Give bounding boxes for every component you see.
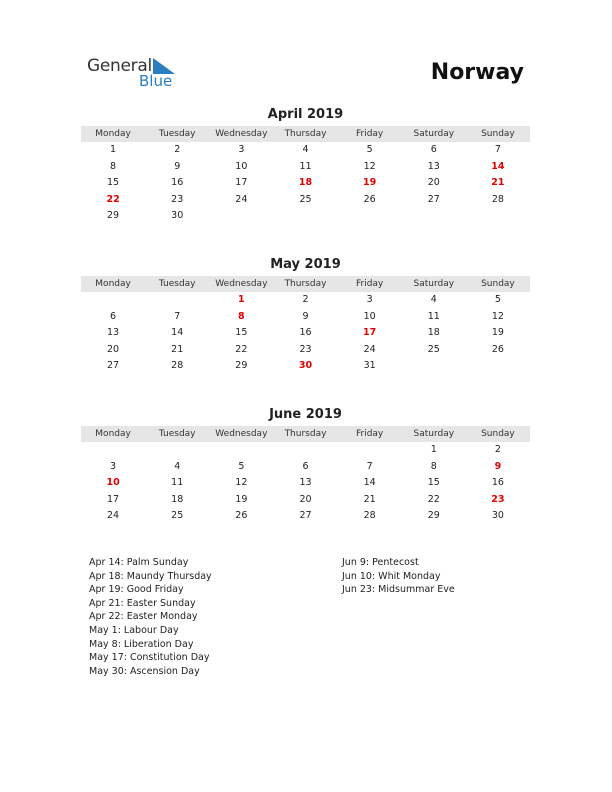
holiday-note: Jun 23: Midsummar Eve: [342, 584, 455, 596]
weekday-label: Saturday: [413, 429, 455, 439]
day-cell: 2: [174, 144, 181, 155]
month-title: May 2019: [270, 257, 341, 272]
day-cell: 16: [299, 327, 312, 338]
day-cell: 19: [491, 327, 504, 338]
holiday-note: May 17: Constitution Day: [89, 652, 210, 664]
weekday-label: Sunday: [481, 129, 515, 139]
day-cell: 16: [171, 177, 184, 188]
day-cell: 5: [238, 460, 245, 472]
day-cell: 19: [235, 493, 248, 505]
holiday-note: Jun 10: Whit Monday: [342, 570, 441, 582]
day-cell: 18: [427, 327, 440, 338]
day-cell: 5: [494, 294, 501, 305]
weekday-label: Friday: [355, 129, 384, 139]
weekday-label: Monday: [95, 129, 131, 139]
day-cell: 3: [366, 294, 373, 305]
weekday-label: Tuesday: [158, 429, 196, 439]
day-cell: 13: [427, 160, 440, 172]
day-cell: 10: [235, 160, 248, 172]
weekday-label: Thursday: [284, 129, 327, 139]
day-cell: 15: [235, 327, 248, 338]
holiday-list-left: [89, 556, 212, 678]
holiday-list-right: [342, 556, 455, 597]
day-cell: 17: [107, 493, 120, 505]
month-may: [81, 256, 530, 375]
day-cell: 29: [107, 210, 120, 221]
weekday-label: Friday: [355, 429, 384, 439]
day-cell: 15: [427, 477, 440, 488]
day-cell: 14: [171, 327, 184, 338]
holiday-note: Apr 22: Easter Monday: [89, 611, 198, 623]
weekday-label: Tuesday: [158, 129, 196, 139]
holiday-day-cell: 21: [491, 177, 505, 188]
day-cell: 8: [110, 160, 117, 172]
day-cell: 6: [302, 460, 309, 472]
day-cell: 22: [235, 343, 248, 355]
day-cell: 7: [494, 144, 501, 155]
day-cell: 30: [491, 510, 504, 521]
day-cell: 6: [110, 310, 117, 322]
day-cell: 29: [427, 510, 440, 521]
empty-day: [209, 442, 273, 459]
weekday-header: [81, 126, 530, 142]
holiday-note: Jun 9: Pentecost: [342, 557, 419, 568]
empty-day: [81, 442, 145, 459]
day-cell: 14: [363, 477, 376, 488]
weekday-label: Monday: [95, 429, 131, 439]
weekday-label: Sunday: [481, 279, 515, 289]
weekday-label: Wednesday: [215, 129, 268, 139]
day-cell: 18: [171, 493, 184, 505]
holiday-day-cell: 23: [491, 493, 505, 505]
day-cell: 25: [427, 343, 440, 355]
day-cell: 11: [427, 310, 440, 322]
day-cell: 3: [238, 144, 245, 155]
day-cell: 9: [302, 310, 309, 322]
holiday-day-cell: 17: [363, 327, 377, 338]
day-cell: 30: [171, 210, 184, 221]
day-cell: 4: [302, 144, 309, 155]
day-cell: 9: [174, 160, 181, 172]
holiday-note: May 30: Ascension Day: [89, 665, 200, 677]
day-cell: 12: [235, 477, 248, 488]
weekday-label: Monday: [95, 279, 131, 289]
day-cell: 26: [235, 510, 248, 521]
day-cell: 7: [174, 310, 181, 322]
holiday-day-cell: 19: [363, 177, 377, 188]
day-grid: [81, 442, 530, 525]
brand-blue: Blue: [139, 72, 173, 90]
day-cell: 7: [366, 460, 373, 472]
day-cell: 11: [299, 160, 312, 172]
month-title: April 2019: [267, 107, 344, 122]
day-cell: 4: [430, 294, 437, 305]
day-cell: 21: [363, 493, 376, 505]
day-cell: 4: [174, 460, 181, 472]
weekday-label: Saturday: [413, 279, 455, 289]
holiday-day-cell: 22: [106, 193, 120, 205]
day-cell: 22: [427, 493, 440, 505]
day-cell: 26: [491, 343, 504, 355]
day-cell: 17: [235, 177, 248, 188]
day-cell: 23: [299, 343, 312, 355]
weekday-label: Wednesday: [215, 429, 268, 439]
day-cell: 23: [171, 193, 184, 205]
day-cell: 26: [363, 193, 376, 205]
weekday-label: Friday: [355, 279, 384, 289]
day-cell: 31: [363, 360, 376, 371]
brand-logo: [87, 56, 197, 92]
holiday-day-cell: 9: [494, 460, 502, 472]
day-cell: 2: [494, 444, 501, 455]
empty-day: [81, 292, 145, 309]
day-cell: 12: [363, 160, 376, 172]
day-cell: 28: [171, 360, 184, 371]
day-cell: 3: [110, 460, 117, 472]
day-cell: 10: [363, 310, 376, 322]
country-title: Norway: [430, 60, 524, 85]
holiday-note: May 8: Liberation Day: [89, 638, 194, 650]
day-cell: 20: [299, 493, 312, 505]
holiday-day-cell: 8: [238, 310, 245, 322]
holiday-note: Apr 14: Palm Sunday: [89, 557, 189, 568]
holiday-day-cell: 30: [298, 360, 313, 371]
holiday-note: Apr 19: Good Friday: [89, 584, 184, 596]
day-cell: 25: [299, 193, 312, 205]
day-cell: 15: [107, 177, 120, 188]
day-cell: 27: [299, 510, 312, 521]
day-cell: 24: [107, 510, 120, 521]
day-cell: 1: [430, 444, 437, 455]
day-cell: 28: [363, 510, 376, 521]
day-cell: 2: [302, 294, 309, 305]
weekday-header: [81, 276, 530, 292]
day-cell: 5: [366, 144, 373, 155]
day-cell: 24: [363, 343, 376, 355]
day-grid: [81, 292, 530, 375]
holiday-note: Apr 18: Maundy Thursday: [89, 570, 212, 582]
day-cell: 12: [491, 310, 504, 322]
month-title: June 2019: [269, 407, 342, 422]
day-cell: 11: [171, 477, 184, 488]
empty-day: [145, 442, 209, 459]
holiday-day-cell: 18: [298, 177, 313, 188]
day-cell: 8: [430, 460, 437, 472]
day-cell: 25: [171, 510, 184, 521]
month-june: [81, 406, 530, 525]
day-cell: 27: [107, 360, 120, 371]
weekday-label: Sunday: [481, 429, 515, 439]
day-cell: 16: [491, 477, 504, 488]
weekday-header: [81, 426, 530, 442]
day-grid: [81, 142, 530, 225]
weekday-label: Wednesday: [215, 279, 268, 289]
holiday-day-cell: 14: [491, 160, 505, 172]
holiday-note: Apr 21: Easter Sunday: [89, 597, 196, 609]
weekday-label: Thursday: [284, 279, 327, 289]
day-cell: 20: [427, 177, 440, 188]
weekday-label: Saturday: [413, 129, 455, 139]
holiday-day-cell: 10: [106, 477, 120, 488]
holiday-day-cell: 1: [238, 294, 245, 305]
month-april: [81, 106, 530, 225]
day-cell: 21: [171, 343, 184, 355]
empty-day: [145, 292, 209, 309]
day-cell: 20: [107, 343, 120, 355]
day-cell: 13: [299, 477, 312, 488]
day-cell: 29: [235, 360, 248, 371]
day-cell: 28: [491, 193, 504, 205]
brand-general: General: [87, 56, 152, 76]
empty-day: [338, 442, 402, 459]
day-cell: 6: [430, 144, 437, 155]
day-cell: 1: [110, 144, 117, 155]
day-cell: 24: [235, 193, 248, 205]
day-cell: 13: [107, 327, 120, 338]
empty-day: [273, 442, 337, 459]
day-cell: 27: [427, 193, 440, 205]
holiday-note: May 1: Labour Day: [89, 624, 179, 636]
weekday-label: Tuesday: [158, 279, 196, 289]
weekday-label: Thursday: [284, 429, 327, 439]
